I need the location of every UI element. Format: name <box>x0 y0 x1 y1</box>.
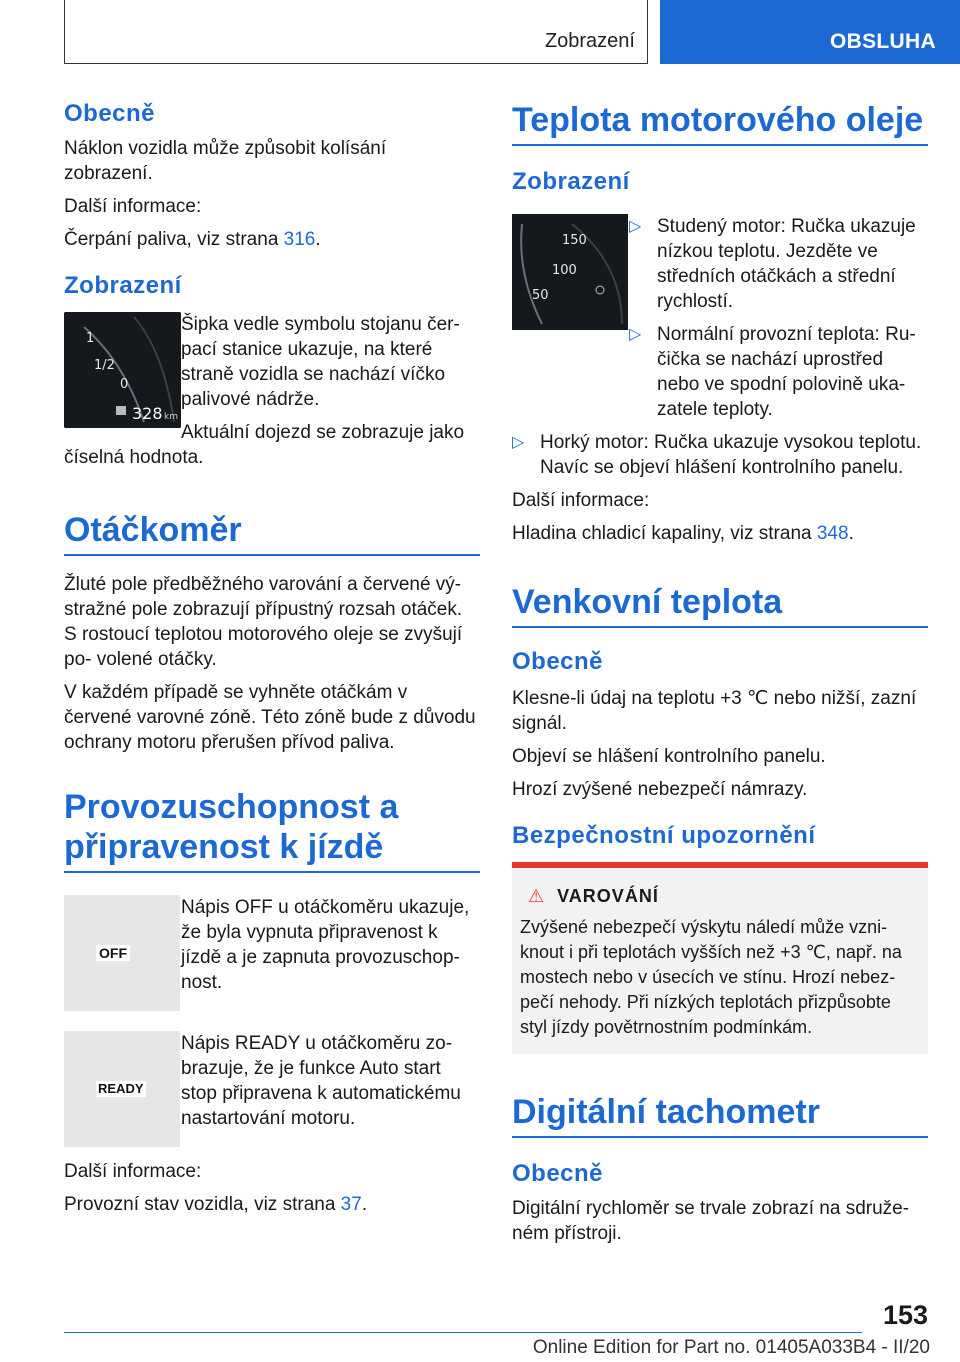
footer-divider <box>64 1332 862 1333</box>
oil-bullets-inset <box>629 214 928 422</box>
oil-label-50: 50 <box>532 288 549 304</box>
heading-obecne: Obecně <box>64 100 156 127</box>
oil-bullet-hot: ▷ Horký motor: Ručka ukazuje vysokou teplotu. Navíc se objeví hlášení kontrolního panelu. <box>512 432 922 479</box>
heading-tachometr-obecne: Obecně <box>512 1160 604 1188</box>
off-indicator: OFF <box>96 945 130 961</box>
heading-zobrazeni: Zobrazení <box>64 272 182 299</box>
header-chapter-tab <box>660 0 960 64</box>
warning-text: Zvýšené nebezpečí výskytu náledí může vzni- knout i při teplotách vyšších než +3 ℃, např. na mostech nebo v úsecích ve stínu. Hrozí nebez- pečí nehody. Při nízkých teplotách přizpůsobte styl jízdy povětrnostním podmínkám. <box>520 917 902 1038</box>
triangle-bullet-icon: ▷ <box>629 326 642 344</box>
ready-figure <box>64 1031 480 1147</box>
obecne-fuel-ref: Čerpání paliva, viz strana 316. <box>64 229 321 250</box>
header-chapter-label: OBSLUHA <box>830 30 936 53</box>
off-figure <box>64 895 480 1011</box>
heading-venkovni-teplota: Venkovní teplota <box>512 582 928 628</box>
venkovni-paragraph-2: Objeví se hlášení kontrolního panelu. <box>512 746 826 768</box>
link-page-37[interactable]: 37 <box>340 1194 362 1216</box>
link-page-348[interactable]: 348 <box>816 523 849 545</box>
warning-box <box>512 862 928 1054</box>
fuel-pump-icon <box>116 406 126 415</box>
obecne-more-info: Další informace: <box>64 196 202 217</box>
oil-label-100: 100 <box>552 263 577 279</box>
triangle-bullet-icon: ▷ <box>629 218 642 236</box>
oil-bullets <box>512 430 928 480</box>
warning-title-row <box>520 886 918 907</box>
ready-indicator: READY <box>98 1081 144 1097</box>
oil-temp-gauge-image <box>512 214 628 330</box>
triangle-bullet-icon: ▷ <box>512 434 525 452</box>
provoz-ref: Provozní stav vozidla, viz strana 37. <box>64 1194 368 1216</box>
oil-bullet-cold: ▷ Studený motor: Ručka ukazuje nízkou teplotu. Jezděte ve středních otáčkách a střední rychlostí. <box>629 216 916 313</box>
heading-teplota-oleje: Teplota motorového oleje <box>512 100 928 146</box>
coolant-ref: Hladina chladicí kapaliny, viz strana 348. <box>512 523 854 545</box>
heading-zobrazeni-olej: Zobrazení <box>512 168 630 196</box>
footer-edition: Online Edition for Part no. 01405A033B4 - II/20 <box>532 1337 930 1358</box>
right-column <box>512 100 928 1254</box>
heading-provozuschopnost: Provozuschopnost a připravenost k jízdě <box>64 787 480 873</box>
oil-figure <box>512 214 928 422</box>
ready-image <box>64 1031 180 1147</box>
venkovni-paragraph-3: Hrozí zvýšené nebezpečí námrazy. <box>512 779 808 801</box>
heading-bezpecnost: Bezpečnostní upozornění <box>512 822 816 850</box>
otackomer-paragraph-1: Žluté pole předběžného varování a červené vý- stražné pole zobrazují přípustný rozsah otáček. S rostoucí teplotou motorového oleje se zvyšují po- volené otáčky. <box>64 574 463 671</box>
range-value: 328 <box>132 404 163 423</box>
venkovni-paragraph-1: Klesne-li údaj na teplotu +3 ℃ nebo nižší, zazní signál. <box>512 688 917 735</box>
page-number: 153 <box>882 1300 928 1330</box>
range-paragraph-start: Aktuální dojezd se zobrazuje jako <box>181 422 465 443</box>
ready-paragraph: Nápis READY u otáčkoměru zo- brazuje, že je funkce Auto start stop připravena k automatickému nastartování motoru. <box>181 1033 461 1130</box>
oil-label-150: 150 <box>562 233 587 249</box>
provoz-more-info: Další informace: <box>64 1161 202 1183</box>
left-column <box>64 100 480 1225</box>
off-paragraph: Nápis OFF u otáčkoměru ukazuje, že byla vypnuta připravenost k jízdě a je zapnuta provozuschop- nost. <box>181 897 470 994</box>
fuel-label-1: 1 <box>86 331 95 346</box>
otackomer-paragraph-2: V každém případě se vyhněte otáčkám v červené varovné zóně. Této zóně bude z důvodu ochrany motoru přerušen přívod paliva. <box>64 682 476 754</box>
fuel-label-half: 1/2 <box>94 358 115 373</box>
header-section-box <box>64 0 648 64</box>
range-unit: km <box>164 412 178 422</box>
fuel-figure <box>64 312 480 470</box>
heading-venkovni-obecne: Obecně <box>512 648 604 676</box>
oil-bullet-normal: ▷ Normální provozní teplota: Ru- čička se nachází uprostřed nebo ve spodní polovině uka- zatele teploty. <box>629 324 916 421</box>
fuel-arrow-paragraph: Šipka vedle symbolu stojanu čer- pací stanice ukazuje, na které straně vozidla se nachází víčko palivové nádrže. <box>181 314 460 410</box>
heading-digitalni-tachometr: Digitální tachometr <box>512 1092 928 1138</box>
off-image <box>64 895 180 1011</box>
fuel-label-0: 0 <box>120 377 129 392</box>
fuel-gauge-image <box>64 312 181 428</box>
warning-title: VAROVÁNÍ <box>557 886 659 907</box>
warning-triangle-icon: ⚠ <box>528 886 546 907</box>
link-page-316[interactable]: 316 <box>283 229 316 250</box>
heading-otackomer: Otáčkoměr <box>64 510 480 556</box>
header-section-title: Zobrazení <box>544 30 635 52</box>
tachometr-paragraph: Digitální rychloměr se trvale zobrazí na sdruže- ném přístroji. <box>512 1198 910 1245</box>
obecne-paragraph: Náklon vozidla může způsobit kolísání zobrazení. <box>64 138 387 184</box>
oil-more-info: Další informace: <box>512 490 650 512</box>
range-paragraph-end: číselná hodnota. <box>64 447 204 468</box>
